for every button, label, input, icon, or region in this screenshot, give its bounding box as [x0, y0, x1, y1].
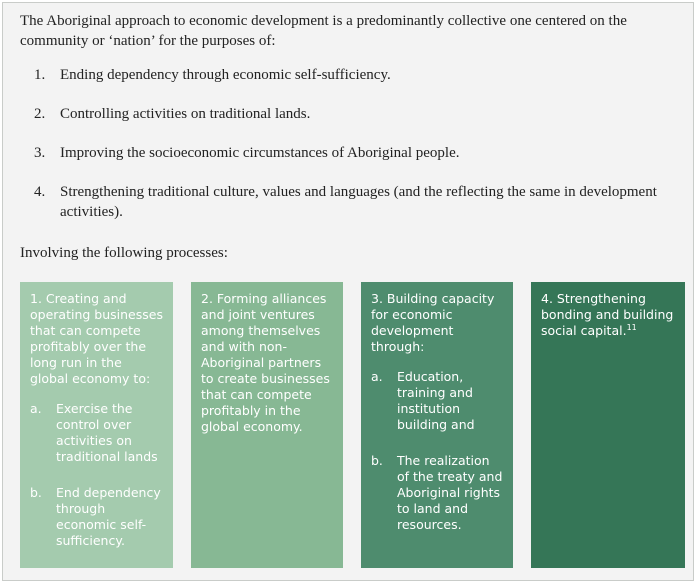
footnote-marker: 11 — [626, 322, 637, 332]
processes-heading: Involving the following processes: — [20, 245, 228, 261]
process-box-subitems — [371, 369, 503, 533]
goals-list — [20, 65, 680, 222]
process-box-2 — [191, 282, 343, 568]
process-box-1 — [20, 282, 173, 568]
list-item — [20, 143, 680, 163]
list-item-number: 2. — [34, 106, 46, 122]
list-item-number: 4. — [34, 184, 46, 200]
subitem-letter: b. — [30, 485, 42, 500]
subitem-letter: a. — [30, 401, 42, 416]
subitem — [371, 369, 503, 433]
intro-paragraph: The Aboriginal approach to economic development is a predominantly collective one centered on the community or ‘nation’ for the purposes of: — [20, 13, 627, 49]
document-body — [20, 11, 680, 241]
subitem-text: Education, training and institution building and — [397, 369, 475, 432]
subitem — [30, 485, 163, 549]
process-box-title — [541, 291, 675, 339]
list-item — [20, 65, 680, 85]
list-item — [20, 182, 680, 222]
process-box-title: 2. Forming alliances and joint ventures among themselves and with non-Aboriginal partners to create businesses that can compete profitably in the global economy. — [201, 291, 330, 434]
subitem — [371, 453, 503, 533]
process-box-3 — [361, 282, 513, 568]
subitem-letter: b. — [371, 453, 383, 468]
list-item-text: Controlling activities on traditional lands. — [60, 106, 311, 122]
subitem-text: End dependency through economic self-sufficiency. — [56, 485, 161, 548]
list-item-text: Improving the socioeconomic circumstances of Aboriginal people. — [60, 145, 460, 161]
process-box-title: 3. Building capacity for economic development through: — [371, 291, 495, 354]
list-item-number: 3. — [34, 145, 46, 161]
list-item — [20, 104, 680, 124]
subitem-letter: a. — [371, 369, 383, 384]
process-box-title-text: 4. Strengthening bonding and building social capital. — [541, 291, 674, 338]
list-item-text: Ending dependency through economic self-sufficiency. — [60, 67, 391, 83]
process-boxes — [20, 282, 685, 568]
subitem — [30, 401, 163, 465]
list-item-text: Strengthening traditional culture, values and languages (and the reflecting the same in development activities). — [60, 184, 657, 220]
list-item-number: 1. — [34, 67, 46, 83]
document-panel — [2, 2, 694, 581]
subitem-text: The realization of the treaty and Aboriginal rights to land and resources. — [397, 453, 503, 532]
subitem-text: Exercise the control over activities on traditional lands — [56, 401, 158, 464]
process-box-title: 1. Creating and operating businesses that can compete profitably over the long run in the global economy to: — [30, 291, 163, 386]
process-box-4 — [531, 282, 685, 568]
process-box-subitems — [30, 401, 163, 549]
